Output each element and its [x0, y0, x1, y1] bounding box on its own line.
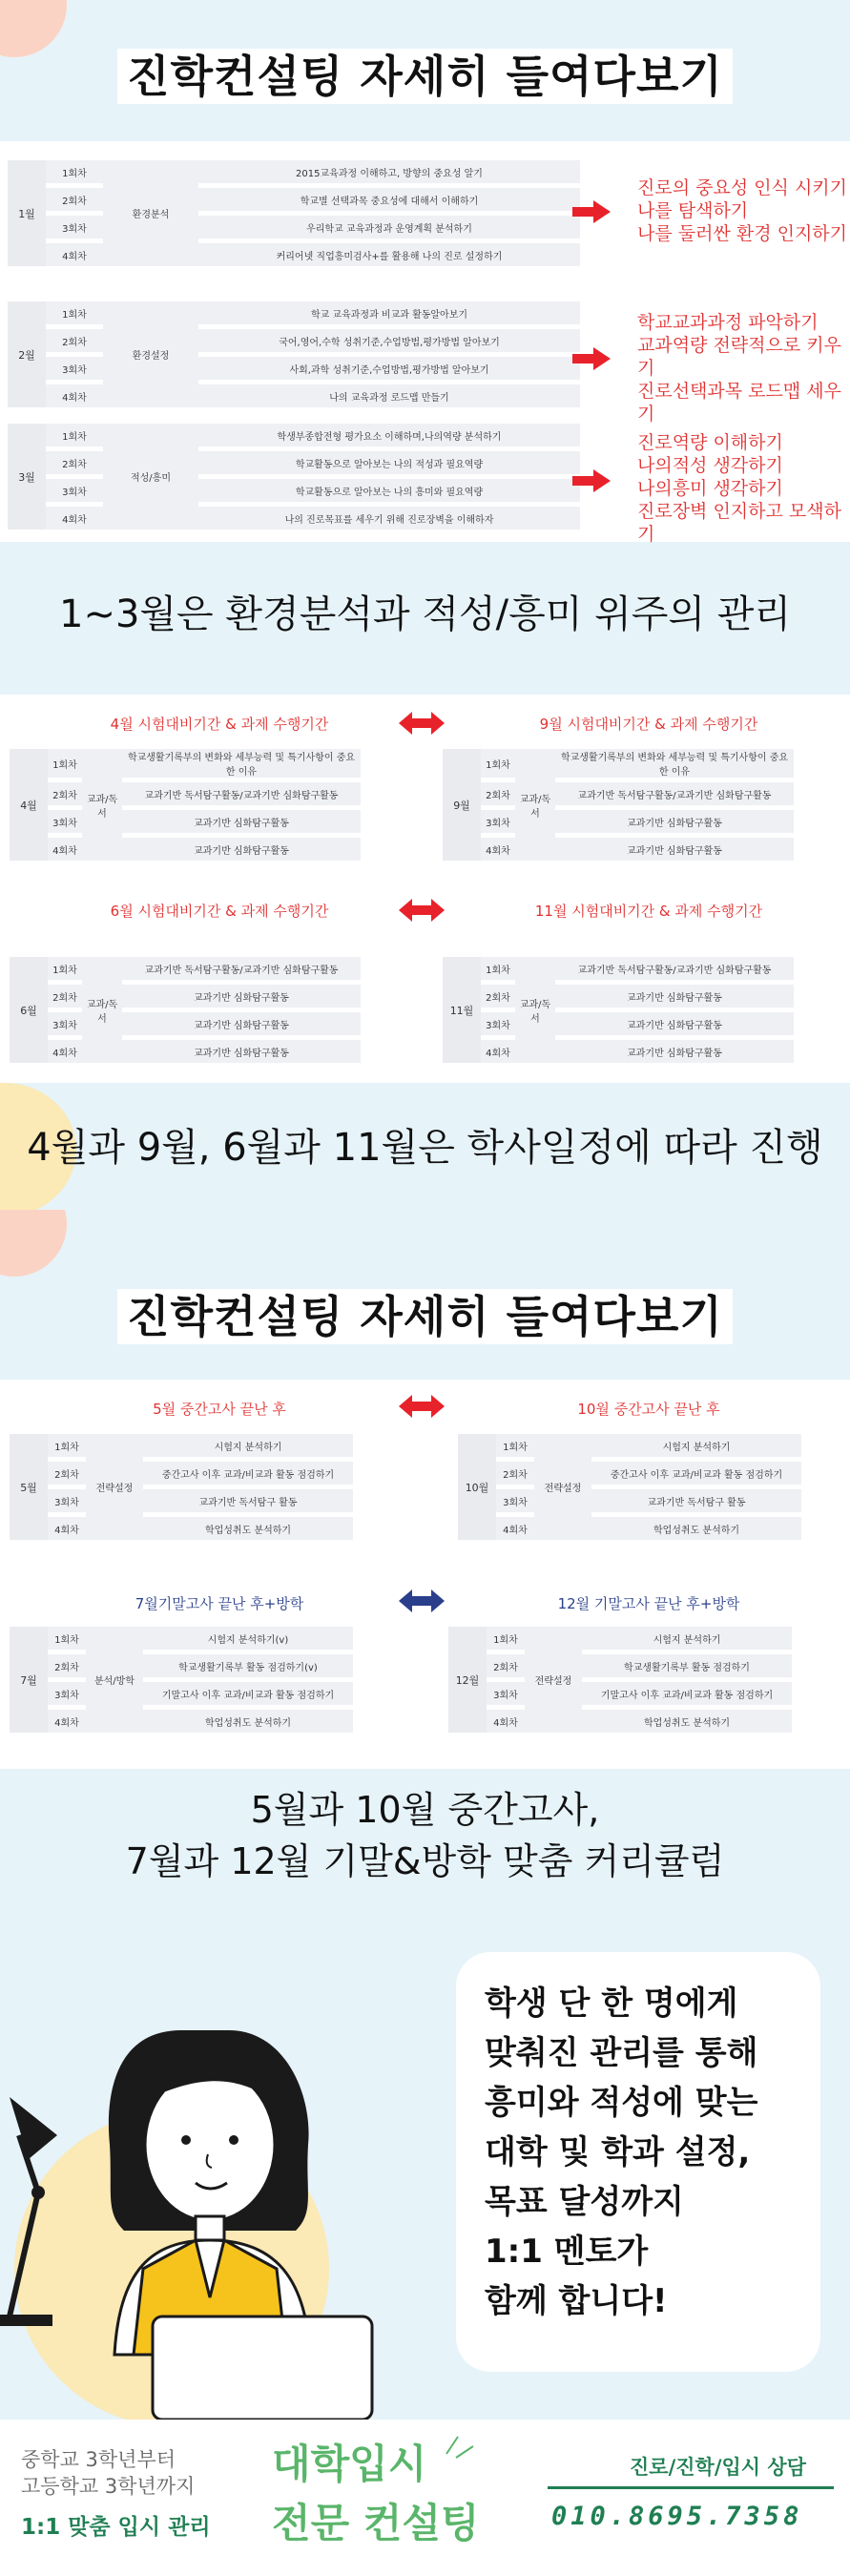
session-cell: 4회차	[46, 243, 103, 268]
session-cell: 4회차	[481, 1040, 515, 1065]
session-cell: 4회차	[48, 838, 82, 862]
session-cell: 3회차	[46, 479, 103, 504]
table-row	[10, 1517, 353, 1542]
brand-line-1: 대학입시	[272, 2441, 427, 2487]
month-cell: 2월	[8, 301, 46, 409]
session-cell: 3회차	[481, 810, 515, 835]
category-cell: 교과/독서	[82, 957, 122, 1065]
session-cell: 4회차	[48, 1040, 82, 1065]
period-label-dec: 12월 기말고사 끝난 후+방학	[557, 1595, 740, 1612]
session-cell: 3회차	[48, 1489, 86, 1514]
bubble-line: 1:1 멘토가	[485, 2233, 649, 2271]
table-row	[10, 957, 361, 982]
session-cell: 2회차	[48, 1462, 86, 1486]
content-cell: 학교활동으로 알아보는 나의 적성과 필요역량	[198, 451, 580, 476]
content-cell: 학교생활기록부 활동 점검하기	[582, 1654, 792, 1679]
content-cell: 교과기반 심화탐구활동	[122, 810, 361, 835]
month-table-mar	[8, 421, 580, 534]
content-cell: 학교 교육과정과 비교과 활동알아보기	[198, 301, 580, 326]
period-label-oct: 10월 중간고사 끝난 후	[577, 1401, 720, 1418]
content-cell: 교과기반 독서탐구 활동	[591, 1489, 801, 1514]
session-cell: 3회차	[46, 357, 103, 382]
content-cell: 교과기반 심화탐구활동	[555, 810, 794, 835]
session-cell: 4회차	[496, 1517, 534, 1542]
brand-line-2: 전문 컨설팅	[272, 2500, 480, 2546]
period-label-may: 5월 중간고사 끝난 후	[153, 1401, 286, 1418]
content-cell: 나의 진로목표를 세우기 위해 진로장벽을 이해하자	[198, 507, 580, 531]
bubble-line: 목표 달성까지	[485, 2183, 684, 2221]
content-cell: 2015교육과정 이해하고, 방향의 중요성 알기	[198, 160, 580, 185]
table-card-sep	[439, 742, 840, 869]
table-row	[448, 1682, 792, 1707]
footer-target-line-1: 중학교 3학년부터	[21, 2448, 176, 2471]
month-cell: 11월	[443, 957, 481, 1065]
goal-item: 진로장벽 인지하고 모색하기	[637, 501, 841, 545]
category-cell: 적성/흥미	[103, 424, 198, 531]
section-jan-mar	[0, 0, 850, 695]
session-cell: 2회차	[487, 1654, 525, 1679]
period-label-jun: 6월 시험대비기간 & 과제 수행기간	[110, 903, 329, 920]
decor-blob-peach	[0, 1210, 67, 1277]
content-cell: 학업성취도 분석하기	[143, 1517, 353, 1542]
session-cell: 4회차	[487, 1710, 525, 1735]
session-cell: 1회차	[46, 160, 103, 185]
session-cell: 1회차	[48, 1627, 86, 1652]
session-cell: 1회차	[481, 957, 515, 982]
summary-band	[0, 1083, 850, 1210]
table-row	[443, 957, 794, 982]
goal-list-feb	[637, 311, 850, 426]
arrow-right-icon	[572, 202, 611, 221]
session-cell: 2회차	[48, 782, 82, 807]
session-cell: 4회차	[48, 1517, 86, 1542]
content-cell: 중간고사 이후 교과/비교과 활동 점검하기	[591, 1462, 801, 1486]
session-cell: 2회차	[46, 451, 103, 476]
table-row	[10, 1489, 353, 1514]
session-cell: 3회차	[481, 1012, 515, 1037]
period-label-nov: 11월 시험대비기간 & 과제 수행기간	[534, 903, 763, 920]
table-row	[8, 357, 580, 382]
session-cell: 4회차	[46, 384, 103, 409]
bubble-line: 대학 및 학과 설정,	[485, 2133, 751, 2171]
month-cell: 5월	[10, 1434, 48, 1542]
content-cell: 학교별 선택과목 중요성에 대해서 이해하기	[198, 188, 580, 213]
content-cell: 사회,과학 성취기준,수업방법,평가방법 알아보기	[198, 357, 580, 382]
content-cell: 시험지 분석하기	[582, 1627, 792, 1652]
content-cell: 학교활동으로 알아보는 나의 흥미와 필요역량	[198, 479, 580, 504]
table-row	[8, 243, 580, 268]
content-cell: 교과기반 심화탐구활동	[555, 1040, 794, 1065]
table-row	[443, 985, 794, 1009]
table-row	[448, 1654, 792, 1679]
arrow-right-icon	[572, 349, 611, 368]
period-label-apr: 4월 시험대비기간 & 과제 수행기간	[110, 716, 329, 733]
session-cell: 2회차	[481, 782, 515, 807]
content-cell: 기말고사 이후 교과/비교과 활동 점검하기	[582, 1682, 792, 1707]
month-cell: 1월	[8, 160, 46, 268]
table-card-jul	[6, 1620, 397, 1741]
goal-item: 진로역량 이해하기	[637, 432, 783, 453]
phone-number[interactable]: 010.8695.7358	[551, 2502, 803, 2531]
double-arrow-icon	[399, 899, 445, 922]
bubble-line: 맞춰진 관리를 통해	[485, 2034, 758, 2072]
session-cell: 3회차	[46, 216, 103, 240]
session-cell: 1회차	[496, 1434, 534, 1459]
session-cell: 2회차	[48, 1654, 86, 1679]
session-cell: 4회차	[46, 507, 103, 531]
table-row	[458, 1462, 801, 1486]
sparkle-lines-icon	[441, 2425, 479, 2463]
footer-target-line-3: 1:1 맞춤 입시 관리	[21, 2515, 211, 2540]
content-cell: 학업성취도 분석하기	[591, 1517, 801, 1542]
page-title-repeat: 진학컨설팅 자세히 들여다보기	[0, 1282, 850, 1345]
table-row	[8, 160, 580, 185]
content-cell: 교과기반 심화탐구활동	[122, 838, 361, 862]
table-row	[10, 1682, 353, 1707]
table-row	[10, 1462, 353, 1486]
table-row	[10, 1012, 361, 1037]
session-cell: 2회차	[481, 985, 515, 1009]
content-cell: 교과기반 심화탐구활동	[555, 1012, 794, 1037]
period-label-sep: 9월 시험대비기간 & 과제 수행기간	[539, 716, 758, 733]
session-cell: 3회차	[48, 1012, 82, 1037]
table-row	[8, 188, 580, 213]
table-row	[443, 838, 794, 862]
month-cell: 7월	[10, 1627, 48, 1735]
table-row	[458, 1517, 801, 1542]
category-cell: 전략설정	[525, 1627, 582, 1735]
content-cell: 학교생활기록부의 변화와 세부능력 및 특기사항이 중요한 이유	[122, 749, 361, 779]
month-cell: 12월	[448, 1627, 487, 1735]
table-row	[10, 1434, 353, 1459]
goal-list-jan	[637, 177, 847, 245]
table-card-dec	[445, 1620, 840, 1741]
month-cell: 4월	[10, 749, 48, 862]
category-cell: 전략설정	[86, 1434, 143, 1542]
summary-exam-periods: 4월과 9월, 6월과 11월은 학사일정에 따라 진행	[27, 1126, 823, 1170]
month-cell: 3월	[8, 424, 46, 531]
content-cell: 학교생활기록부의 변화와 세부능력 및 특기사항이 중요한 이유	[555, 749, 794, 779]
goal-item: 교과역량 전략적으로 키우기	[637, 335, 841, 379]
table-row	[10, 1040, 361, 1065]
table-row	[10, 782, 361, 807]
content-cell: 우리학교 교육과정과 운영계획 분석하기	[198, 216, 580, 240]
contact-divider	[548, 2486, 834, 2489]
session-cell: 2회차	[46, 188, 103, 213]
content-cell: 교과기반 독서탐구활동/교과기반 심화탐구활동	[555, 957, 794, 982]
bubble-line: 학생 단 한 명에게	[485, 1984, 738, 2023]
table-row	[448, 1710, 792, 1735]
summary-line-2: 7월과 12월 기말&방학 맞춤 커리큘럼	[125, 1840, 725, 1882]
table-row	[8, 507, 580, 531]
session-cell: 1회차	[46, 301, 103, 326]
content-cell: 학생부종합전형 평가요소 이해하며,나의역량 분석하기	[198, 424, 580, 448]
category-cell: 전략설정	[534, 1434, 591, 1542]
table-card-nov	[439, 950, 840, 1071]
session-cell: 1회차	[48, 749, 82, 779]
footer-target-line-2: 고등학교 3학년까지	[21, 2475, 196, 2498]
session-cell: 1회차	[48, 957, 82, 982]
table-card-apr	[6, 742, 406, 869]
section-midterm-final	[0, 1210, 850, 2420]
content-cell: 학업성취도 분석하기	[143, 1710, 353, 1735]
content-cell: 기말고사 이후 교과/비교과 활동 점검하기	[143, 1682, 353, 1707]
category-cell: 교과/독서	[82, 749, 122, 862]
table-row	[443, 749, 794, 779]
category-cell: 교과/독서	[515, 749, 555, 862]
content-cell: 교과기반 심화탐구활동	[122, 1012, 361, 1037]
table-row	[10, 810, 361, 835]
table-row	[8, 384, 580, 409]
content-cell: 시험지 분석하기	[591, 1434, 801, 1459]
bubble-line: 함께 합니다!	[485, 2282, 668, 2320]
content-cell: 교과기반 독서탐구활동/교과기반 심화탐구활동	[555, 782, 794, 807]
session-cell: 1회차	[487, 1627, 525, 1652]
category-cell: 환경설정	[103, 301, 198, 409]
bubble-line: 흥미와 적성에 맞는	[485, 2084, 758, 2122]
content-cell: 시험지 분석하기	[143, 1434, 353, 1459]
contact-label: 진로/진학/입시 상담	[630, 2456, 806, 2479]
double-arrow-icon	[399, 1395, 445, 1418]
table-row	[443, 810, 794, 835]
content-cell: 교과기반 심화탐구활동	[122, 985, 361, 1009]
content-cell: 교과기반 독서탐구활동/교과기반 심화탐구활동	[122, 782, 361, 807]
content-cell: 교과기반 독서탐구 활동	[143, 1489, 353, 1514]
goal-item: 나를 둘러싼 환경 인지하기	[637, 223, 848, 244]
table-row	[10, 1627, 353, 1652]
table-row	[448, 1627, 792, 1652]
session-cell: 3회차	[487, 1682, 525, 1707]
table-row	[8, 451, 580, 476]
table-row	[10, 1654, 353, 1679]
session-cell: 3회차	[496, 1489, 534, 1514]
table-row	[443, 1040, 794, 1065]
month-cell: 6월	[10, 957, 48, 1065]
table-row	[443, 1012, 794, 1037]
goal-item: 나의적성 생각하기	[637, 455, 783, 476]
table-row	[10, 1710, 353, 1735]
session-cell: 4회차	[481, 838, 515, 862]
goal-item: 나를 탐색하기	[637, 200, 749, 221]
category-cell: 교과/독서	[515, 957, 555, 1065]
month-cell: 10월	[458, 1434, 496, 1542]
content-cell: 교과기반 심화탐구활동	[555, 838, 794, 862]
table-card-may	[6, 1427, 391, 1548]
month-table-jan	[8, 157, 580, 271]
mentor-illustration	[0, 1954, 448, 2420]
table-row	[8, 424, 580, 448]
content-cell: 시험지 분석하기(v)	[143, 1627, 353, 1652]
month-cell: 9월	[443, 749, 481, 862]
table-row	[10, 749, 361, 779]
section-exam-periods	[0, 695, 850, 1210]
double-arrow-icon	[399, 712, 445, 735]
table-row	[10, 838, 361, 862]
table-row	[8, 301, 580, 326]
table-row	[8, 216, 580, 240]
session-cell: 3회차	[48, 810, 82, 835]
category-cell: 환경분석	[103, 160, 198, 268]
page-title: 진학컨설팅 자세히 들여다보기	[0, 42, 850, 105]
table-card-oct	[454, 1427, 840, 1548]
session-cell: 1회차	[481, 749, 515, 779]
month-table-feb	[8, 299, 580, 412]
session-cell: 3회차	[48, 1682, 86, 1707]
summary-line-1: 5월과 10월 중간고사,	[250, 1789, 600, 1831]
mentor-message-bubble	[456, 1952, 820, 2372]
table-row	[8, 479, 580, 504]
session-cell: 2회차	[46, 329, 103, 354]
session-cell: 2회차	[48, 985, 82, 1009]
footer	[0, 2420, 850, 2576]
session-cell: 1회차	[46, 424, 103, 448]
session-cell: 4회차	[48, 1710, 86, 1735]
goal-list-mar	[637, 431, 850, 546]
content-cell: 교과기반 심화탐구활동	[122, 1040, 361, 1065]
table-row	[458, 1489, 801, 1514]
period-label-jul: 7월기말고사 끝난 후+방학	[135, 1595, 304, 1612]
table-row	[458, 1434, 801, 1459]
content-cell: 학업성취도 분석하기	[582, 1710, 792, 1735]
session-cell: 2회차	[496, 1462, 534, 1486]
content-cell: 학교생활기록부 활동 점검하기(v)	[143, 1654, 353, 1679]
table-row	[443, 782, 794, 807]
goal-item: 진로선택과목 로드맵 세우기	[637, 381, 841, 425]
content-cell: 나의 교육과정 로드맵 만들기	[198, 384, 580, 409]
category-cell: 분석/방학	[86, 1627, 143, 1735]
table-row	[8, 329, 580, 354]
table-row	[10, 985, 361, 1009]
goal-item: 나의흥미 생각하기	[637, 478, 783, 499]
content-cell: 커리어넷 직업흥미검사+를 활용해 나의 진로 설정하기	[198, 243, 580, 268]
table-card-jun	[6, 950, 406, 1071]
double-arrow-icon	[399, 1589, 445, 1612]
summary-jan-mar: 1~3월은 환경분석과 적성/흥미 위주의 관리	[59, 592, 791, 636]
content-cell: 중간고사 이후 교과/비교과 활동 점검하기	[143, 1462, 353, 1486]
session-cell: 1회차	[48, 1434, 86, 1459]
content-cell: 교과기반 심화탐구활동	[555, 985, 794, 1009]
goal-item: 진로의 중요성 인식 시키기	[637, 177, 848, 198]
goal-item: 학교교과과정 파악하기	[637, 312, 819, 333]
content-cell: 국어,영어,수학 성취기준,수업방법,평가방법 알아보기	[198, 329, 580, 354]
arrow-right-icon	[572, 471, 611, 490]
mentor-figure-icon	[0, 1954, 448, 2420]
content-cell: 교과기반 독서탐구활동/교과기반 심화탐구활동	[122, 957, 361, 982]
